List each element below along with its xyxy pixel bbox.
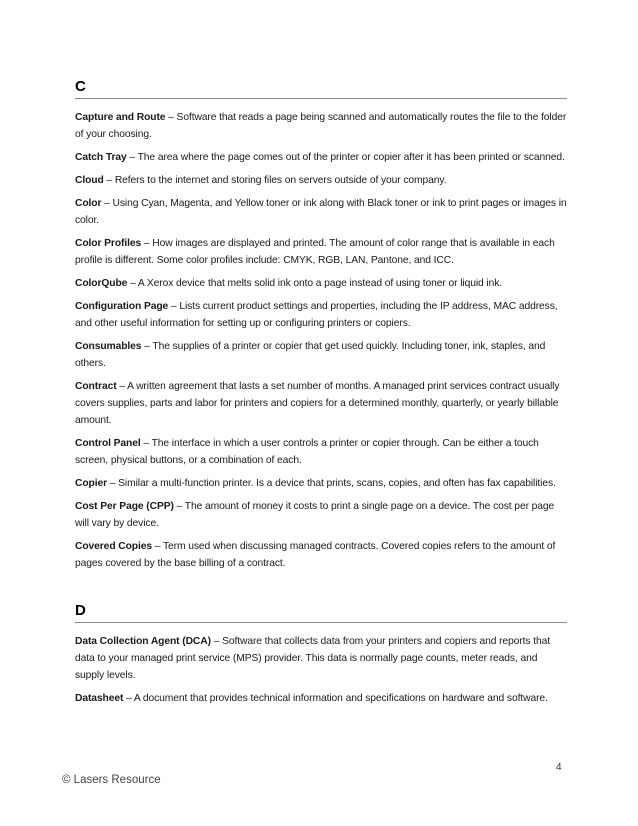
glossary-definition: – The area where the page comes out of the printer or copier after it has been printed or scanned.: [126, 152, 565, 163]
section-heading-c: C: [75, 78, 567, 99]
glossary-definition: – Software that collects data from your printers and copiers and reports that data to your managed print service (MPS) provider. This data is normally page counts, meter reads, and supply levels.: [75, 636, 550, 681]
glossary-term: ColorQube: [75, 278, 128, 289]
glossary-term: Copier: [75, 478, 108, 489]
glossary-definition: – A Xerox device that melts solid ink onto a page instead of using toner or liquid ink.: [127, 278, 503, 289]
glossary-entry: [75, 235, 567, 269]
glossary-term: Capture and Route: [75, 112, 166, 123]
glossary-entry: [75, 498, 567, 532]
glossary-term: Covered Copies: [75, 541, 152, 552]
glossary-term: Color: [75, 198, 102, 209]
glossary-term: Cloud: [75, 175, 104, 186]
glossary-term: Datasheet: [75, 693, 124, 704]
glossary-definition: – A written agreement that lasts a set number of months. A managed print services contract usually covers supplies, parts and labor for printers and copiers for a determined monthly, quarterly, or yearly billable amount.: [75, 381, 560, 426]
glossary-term: Catch Tray: [75, 152, 127, 163]
glossary-entry: [75, 435, 567, 469]
glossary-entry: [75, 149, 567, 166]
glossary-entry: [75, 172, 567, 189]
glossary-entry: [75, 275, 567, 292]
glossary-entry: [75, 298, 567, 332]
glossary-definition: – Refers to the internet and storing files on servers outside of your company.: [103, 175, 447, 186]
glossary-definition: – The amount of money it costs to print a single page on a device. The cost per page will vary by device.: [75, 501, 555, 529]
glossary-term: Cost Per Page (CPP): [75, 501, 174, 512]
glossary-content: [75, 78, 567, 713]
glossary-definition: – Term used when discussing managed contracts. Covered copies refers to the amount of pages covered by the base billing of a contract.: [75, 541, 556, 569]
glossary-term: Data Collection Agent (DCA): [75, 636, 211, 647]
glossary-term: Configuration Page: [75, 301, 169, 312]
section-d-entries: [75, 633, 567, 707]
glossary-entry: [75, 475, 567, 492]
section-heading-d: D: [75, 602, 567, 623]
glossary-definition: – The interface in which a user controls a printer or copier through. Can be either a touch screen, physical buttons, or a combination of each.: [75, 438, 539, 466]
glossary-definition: – A document that provides technical information and specifications on hardware and software.: [123, 693, 548, 704]
glossary-term: Contract: [75, 381, 117, 392]
glossary-entry: [75, 633, 567, 684]
glossary-definition: – The supplies of a printer or copier that get used quickly. Including toner, ink, staples, and others.: [75, 341, 546, 369]
glossary-definition: – Lists current product settings and properties, including the IP address, MAC address, and other useful information for setting up or configuring printers or copiers.: [75, 301, 558, 329]
glossary-definition: – Using Cyan, Magenta, and Yellow toner or ink along with Black toner or ink to print pages or images in color.: [75, 198, 567, 226]
glossary-entry: [75, 378, 567, 429]
glossary-term: Consumables: [75, 341, 142, 352]
glossary-entry: [75, 338, 567, 372]
glossary-definition: – Similar a multi-function printer. Is a device that prints, scans, copies, and often has fax capabilities.: [107, 478, 556, 489]
glossary-entry: [75, 690, 567, 707]
copyright-footer: © Lasers Resource: [62, 774, 161, 786]
glossary-entry: [75, 109, 567, 143]
section-c-entries: [75, 109, 567, 572]
glossary-definition: – How images are displayed and printed. The amount of color range that is available in each profile is different. Some color profiles include: CMYK, RGB, LAN, Pantone, and ICC.: [75, 238, 555, 266]
glossary-term: Color Profiles: [75, 238, 142, 249]
glossary-term: Control Panel: [75, 438, 141, 449]
glossary-entry: [75, 195, 567, 229]
glossary-entry: [75, 538, 567, 572]
glossary-definition: – Software that reads a page being scanned and automatically routes the file to the folder of your choosing.: [75, 112, 567, 140]
page-number: 4: [556, 762, 562, 773]
